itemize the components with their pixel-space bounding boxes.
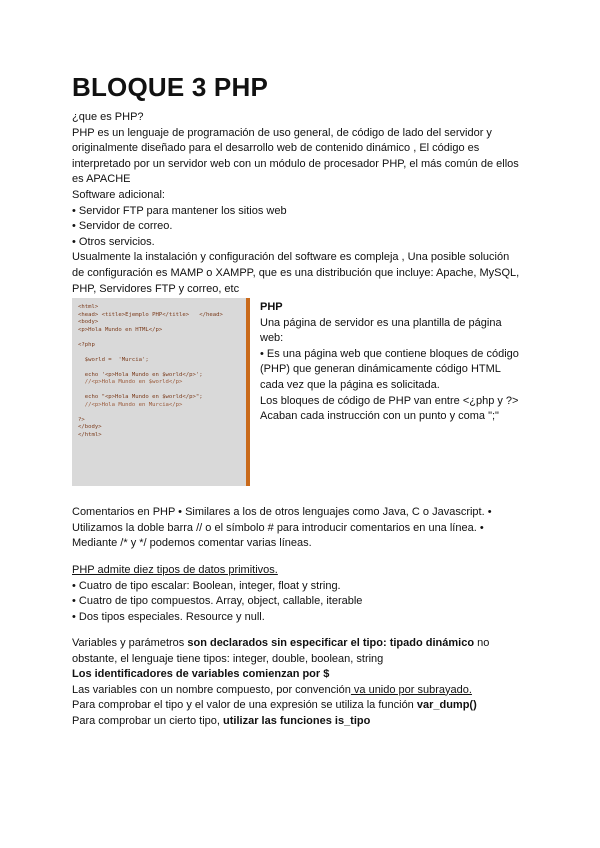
code-comment-line: //<p>Hola Mundo en $world</p> — [78, 379, 183, 385]
php-line: (PHP) que generan dinámicamente código HTML — [260, 363, 501, 376]
intro-section — [72, 110, 532, 297]
variables-line — [72, 698, 542, 714]
types-heading: PHP admite diez tipos de datos primitivos. — [72, 564, 278, 576]
php-heading: PHP — [260, 301, 283, 313]
variables-underline: va unido por subrayado. — [350, 683, 472, 696]
types-item: • Cuatro de tipo compuestos. Array, object, callable, iterable — [72, 595, 363, 608]
code-line: </html> — [78, 431, 102, 438]
comments-line: Comentarios en PHP • Similares a los de otros lenguajes como Java, C o Javascript. • — [72, 506, 492, 518]
code-line: $world = 'Murcia'; — [78, 356, 149, 363]
variables-line — [72, 683, 542, 699]
variables-section — [72, 636, 542, 730]
definition-line: PHP es un lenguaje de programación de uso general, de código de lado del servidor y — [72, 126, 492, 139]
types-item: • Dos tipos especiales. Resource y null. — [72, 610, 265, 623]
definition-line: es APACHE — [72, 173, 131, 186]
php-line: web: — [260, 332, 284, 345]
variables-text: Para comprobar un cierto tipo, — [72, 714, 224, 727]
code-line: echo "<p>Hola Mundo en $world</p>"; — [78, 394, 203, 400]
php-line: Una página de servidor es una plantilla de página — [260, 316, 502, 329]
variables-text: no — [474, 637, 490, 649]
install-line: PHP, Servidores FTP y correo, etc — [72, 282, 240, 295]
definition-line: originalmente diseñado para el desarrollo web de contenido dinámico , El código es — [72, 142, 480, 155]
definition-line: interpretado por un servidor web con un módulo de procesador PHP, el más común de ellos — [72, 157, 519, 170]
variables-line — [72, 636, 542, 652]
comments-line: Mediante /* y */ podemos comentar varias líneas. — [72, 537, 312, 550]
software-item: • Servidor de correo. — [72, 220, 173, 233]
php-line: Acaban cada instrucción con un punto y coma ";" — [260, 410, 499, 423]
php-line: Los bloques de código de PHP van entre <¿php y ?> — [260, 394, 519, 407]
code-line: <?php — [78, 341, 95, 348]
code-line: echo '<p>Hola Mundo en $world</p>'; — [78, 371, 203, 378]
variables-line — [72, 714, 542, 730]
types-item: • Cuatro de tipo escalar: Boolean, integer, float y string. — [72, 579, 341, 592]
php-line: cada vez que la página es solicitada. — [260, 378, 440, 391]
is-tipo-functions: utilizar las funciones is_tipo — [223, 714, 371, 727]
software-label: Software adicional: — [72, 188, 165, 201]
variables-line: obstante, el lenguaje tiene tipos: integer, double, boolean, string — [72, 652, 384, 665]
php-description — [260, 300, 535, 425]
software-item: • Servidor FTP para mantener los sitios web — [72, 204, 287, 217]
variables-text: Para comprobar el tipo y el valor de una expresión se utiliza la función — [72, 699, 417, 712]
code-line: <body> — [78, 319, 99, 325]
comments-line: Utilizamos la doble barra // o el símbolo # para introducir comentarios en una línea. • — [72, 521, 484, 534]
software-item: • Otros servicios. — [72, 235, 155, 248]
code-line: <html> — [78, 304, 99, 310]
install-line: Usualmente la instalación y configuración del software es compleja , Una posible solución — [72, 251, 510, 264]
code-example-image — [72, 298, 250, 486]
install-line: de configuración es MAMP o XAMPP, que es una distribución que incluye: Apache, MySQL, — [72, 266, 520, 279]
code-comment-line: //<p>Hola Mundo en Murcia</p> — [78, 401, 183, 408]
page-title: BLOQUE 3 PHP — [72, 72, 268, 102]
var-dump-function: var_dump() — [416, 699, 477, 712]
variables-text: Las variables con un nombre compuesto, por convención — [72, 683, 351, 696]
intro-question: ¿que es PHP? — [72, 111, 144, 123]
comments-section — [72, 505, 532, 552]
code-line: ?> — [78, 416, 85, 423]
php-line: • Es una página web que contiene bloques de código — [260, 347, 519, 360]
code-line: <head> <title>Ejemplo PHP</title> </head> — [78, 311, 223, 318]
code-line: <p>Hola Mundo en HTML</p> — [78, 326, 163, 333]
types-section — [72, 563, 532, 625]
identifiers-rule: Los identificadores de variables comienzan por $ — [72, 668, 330, 681]
variables-text: Variables y parámetros — [72, 637, 188, 649]
code-line: </body> — [78, 424, 102, 430]
variables-bold: son declarados sin especificar el tipo: tipado dinámico — [187, 637, 475, 649]
